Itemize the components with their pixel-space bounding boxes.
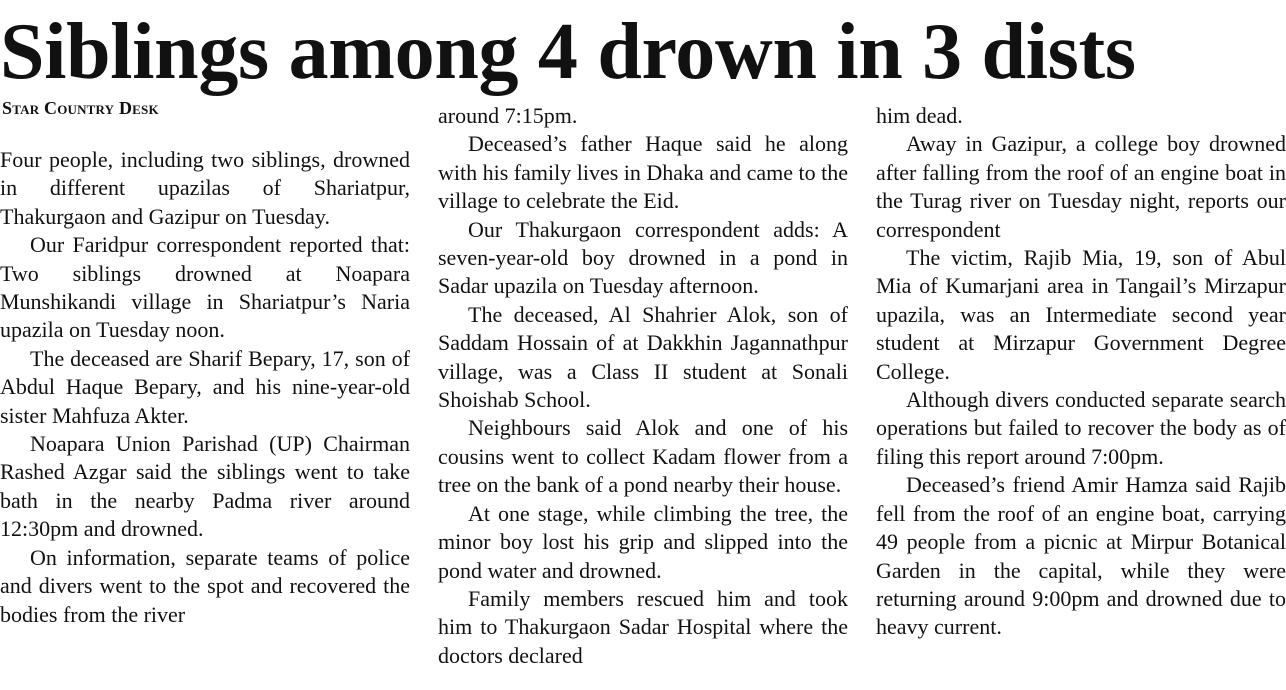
paragraph: Our Faridpur correspondent reported that: Two siblings drowned at Noapara Munshikandi village in Shariatpur’s Naria upazila on Tuesday noon. [0,232,410,343]
paragraph: Deceased’s father Haque said he along with his family lives in Dhaka and came to the village to celebrate the Eid. [438,131,848,214]
paragraph: At one stage, while climbing the tree, the minor boy lost his grip and slipped into the pond water and drowned. [438,500,848,583]
paragraph: The deceased are Sharif Bepary, 17, son of Abdul Haque Bepary, and his nine-year-old sister Mahfuza Akter. [0,345,410,428]
paragraph: Neighbours said Alok and one of his cousins went to collect Kadam flower from a tree on the bank of a pond nearby their house. [438,415,848,498]
paragraph: him dead. [876,103,963,128]
article-column-2 [438,102,848,670]
paragraph: Away in Gazipur, a college boy drowned after falling from the roof of an engine boat in the Turag river on Tuesday night, reports our correspondent [876,131,1286,242]
paragraph: Four people, including two siblings, drowned in different upazilas of Shariatpur, Thakurgaon and Gazipur on Tuesday. [0,147,410,229]
paragraph: Although divers conducted separate search operations but failed to recover the body as of filing this report around 7:00pm. [876,387,1286,469]
paragraph: The victim, Rajib Mia, 19, son of Abul Mia of Kumarjani area in Tangail’s Mirzapur upazila, was an Intermediate second year student at Mirzapur Government Degree College. [876,245,1286,384]
paragraph: Deceased’s friend Amir Hamza said Rajib fell from the roof of an engine boat, carrying 49 people from a picnic at Mirpur Botanical Garden in the capital, while they were returning around 9:00pm and drowned due to heavy current. [876,472,1286,640]
paragraph: Noapara Union Parishad (UP) Chairman Rashed Azgar said the siblings went to take bath in the nearby Padma river around 12:30pm and drowned. [0,431,410,542]
paragraph: The deceased, Al Shahrier Alok, son of Saddam Hossain of at Dakkhin Jagannathpur village, was a Class II student at Sonali Shoishab School. [438,301,848,413]
paragraph: On information, separate teams of police and divers went to the spot and recovered the bodies from the river [0,544,410,627]
paragraph: Our Thakurgaon correspondent adds: A seven-year-old boy drowned in a pond in Sadar upazila on Tuesday afternoon. [438,216,848,299]
paragraph: around 7:15pm. [438,103,578,128]
article-column-1 [0,146,410,629]
article-headline: Siblings among 4 drown in 3 dists [0,8,1136,96]
byline: Star Country Desk [2,98,159,118]
article-column-3 [876,102,1286,642]
paragraph: Family members rescued him and took him to Thakurgaon Sadar Hospital where the doctors declared [438,585,848,668]
